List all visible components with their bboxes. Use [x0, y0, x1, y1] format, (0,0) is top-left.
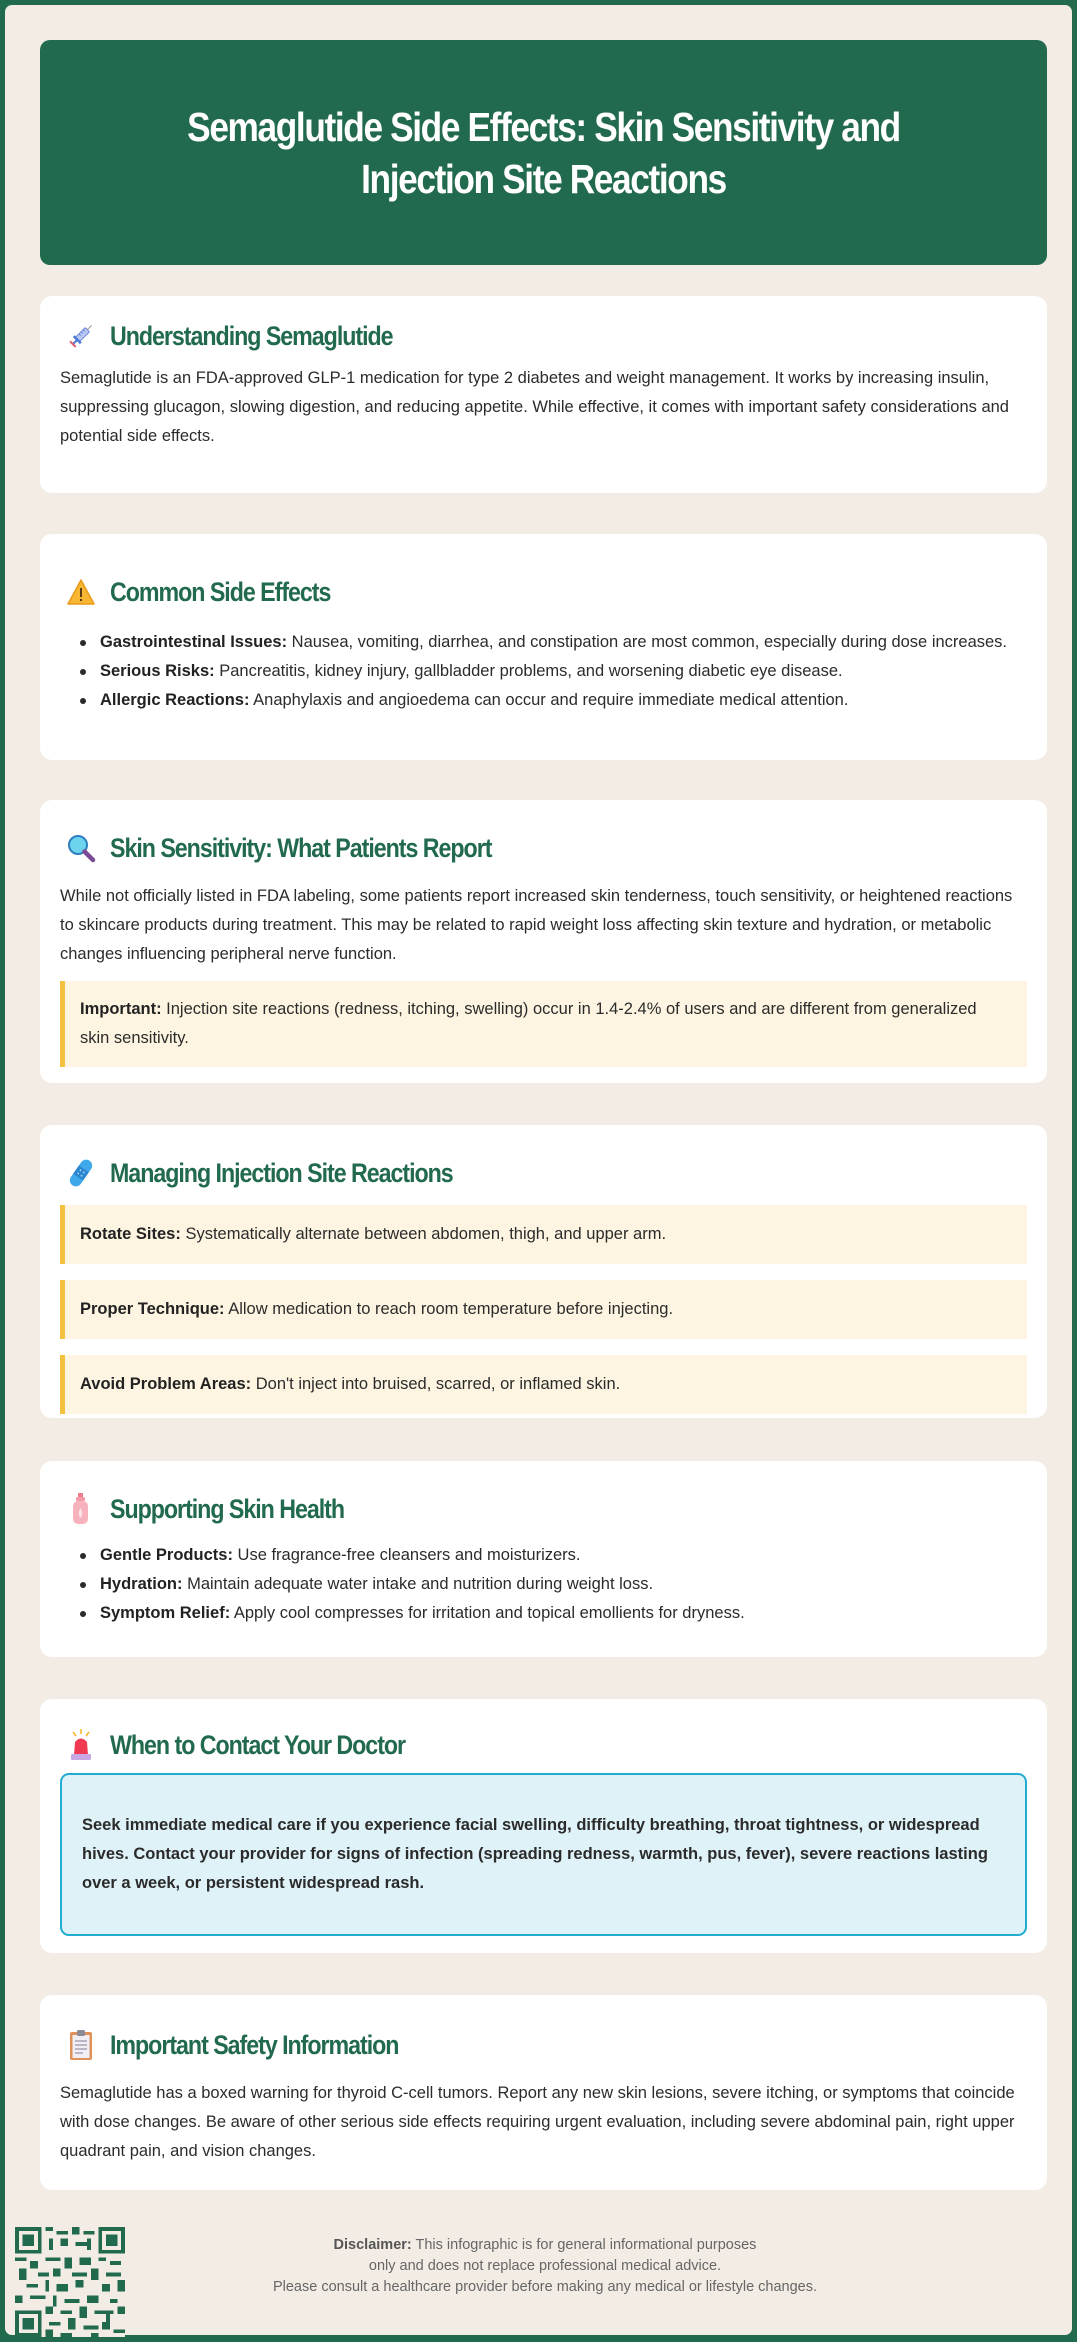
magnifier-icon — [65, 832, 97, 864]
section-header — [60, 1727, 1027, 1763]
section-safety-information — [40, 1995, 1047, 2190]
list-item: Symptom Relief: Apply cool compresses for irritation and topical emollients for dryness. — [100, 1599, 1027, 1628]
section-title: Important Safety Information — [110, 2029, 399, 2060]
list-item: Serious Risks: Pancreatitis, kidney injury, gallbladder problems, and worsening diabetic eye disease. — [100, 657, 1027, 686]
footer — [5, 2215, 1077, 2340]
section-body: While not officially listed in FDA labeling, some patients report increased skin tenderness, touch sensitivity, or heightened reactions to skincare products during treatment. This may be related to rapid weight loss affecting skin texture and hydration, or metabolic changes influencing peripheral nerve function. — [60, 887, 1013, 963]
section-common-side-effects — [40, 534, 1047, 760]
section-supporting-skin-health — [40, 1461, 1047, 1657]
section-body: Semaglutide has a boxed warning for thyroid C-cell tumors. Report any new skin lesions, severe itching, or symptoms that coincide with dose changes. Be aware of other serious side effects requiring urgent evaluation, including severe abdominal pain, right upper quadrant pain, and vision changes. — [60, 2084, 1015, 2160]
side-effects-list — [60, 628, 1027, 715]
section-title: Supporting Skin Health — [110, 1493, 345, 1524]
list-item: Gentle Products: Use fragrance-free cleansers and moisturizers. — [100, 1541, 1027, 1570]
list-item: Gastrointestinal Issues: Nausea, vomiting, diarrhea, and constipation are most common, especially during dose increases. — [100, 628, 1027, 657]
list-item: Hydration: Maintain adequate water intake and nutrition during weight loss. — [100, 1570, 1027, 1599]
disclaimer-text: Disclaimer: This infographic is for general informational purposes only and does not replace professional medical advice. Please consult a healthcare provider before making any medical or lifestyle changes. — [272, 2237, 818, 2295]
syringe-icon — [65, 320, 97, 352]
section-understanding — [40, 296, 1047, 493]
tip-callout-proper-technique: Proper Technique: Allow medication to reach room temperature before injecting. — [60, 1280, 1027, 1339]
section-skin-sensitivity — [40, 800, 1047, 1083]
bandage-icon — [65, 1157, 97, 1189]
list-item: Allergic Reactions: Anaphylaxis and angioedema can occur and require immediate medical attention. — [100, 686, 1027, 715]
section-managing-injection-site — [40, 1125, 1047, 1418]
qr-code-icon[interactable] — [15, 2227, 125, 2337]
section-title: Skin Sensitivity: What Patients Report — [110, 832, 492, 863]
section-header — [60, 574, 1027, 610]
section-contact-doctor — [40, 1699, 1047, 1953]
siren-icon — [65, 1729, 97, 1761]
section-title: When to Contact Your Doctor — [110, 1729, 406, 1760]
important-callout: Important: Injection site reactions (redness, itching, swelling) occur in 1.4-2.4% of users and are different from generalized skin sensitivity. — [60, 981, 1027, 1067]
section-header — [60, 318, 1027, 354]
section-header — [60, 830, 1027, 866]
section-title: Managing Injection Site Reactions — [110, 1157, 453, 1188]
section-header — [60, 1155, 1027, 1191]
section-header — [60, 2027, 1027, 2063]
page-title: Semaglutide Side Effects: Skin Sensitivity and Injection Site Reactions — [187, 103, 900, 202]
section-title: Understanding Semaglutide — [110, 320, 393, 351]
tip-callout-avoid-problem-areas: Avoid Problem Areas: Don't inject into bruised, scarred, or inflamed skin. — [60, 1355, 1027, 1414]
section-body: Semaglutide is an FDA-approved GLP-1 medication for type 2 diabetes and weight management. It works by increasing insulin, suppressing glucagon, slowing digestion, and reducing appetite. While effective, it comes with important safety considerations and potential side effects. — [60, 369, 1009, 445]
tip-callout-rotate-sites: Rotate Sites: Systematically alternate between abdomen, thigh, and upper arm. — [60, 1205, 1027, 1264]
clipboard-icon — [65, 2029, 97, 2061]
warning-icon — [65, 576, 97, 608]
section-header — [60, 1491, 1027, 1527]
urgent-care-alert: Seek immediate medical care if you experience facial swelling, difficulty breathing, throat tightness, or widespread hives. Contact your provider for signs of infection (spreading redness, warmth, pus, fever), severe reactions lasting over a week, or persistent widespread rash. — [60, 1773, 1027, 1936]
lotion-bottle-icon — [65, 1493, 97, 1525]
section-title: Common Side Effects — [110, 576, 331, 607]
skin-health-list — [60, 1541, 1027, 1628]
header-banner — [40, 40, 1047, 265]
